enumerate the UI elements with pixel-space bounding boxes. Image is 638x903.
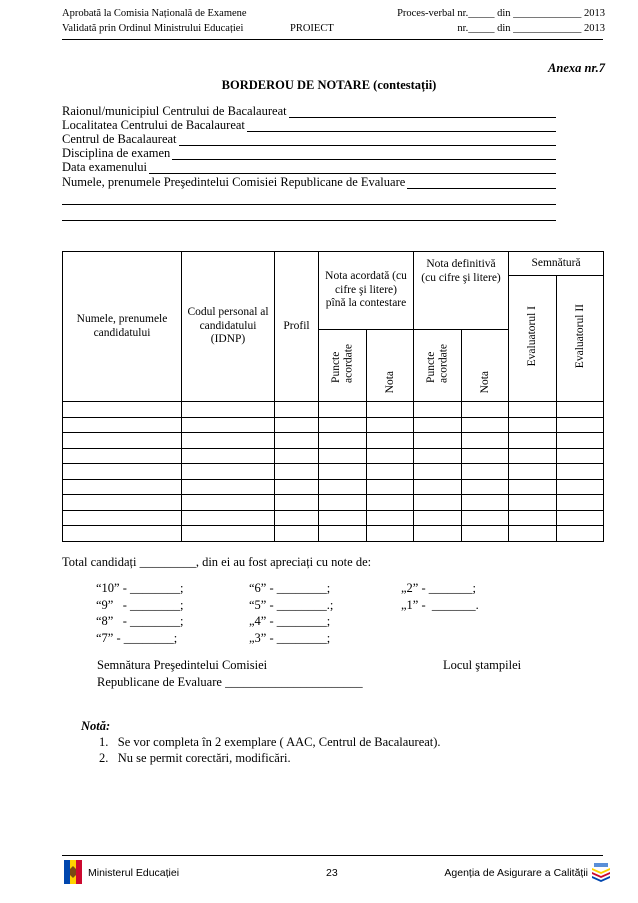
table-cell bbox=[462, 402, 509, 418]
table-cell bbox=[319, 464, 367, 480]
col-header-final-grade: Nota definitivă (cu cifre şi litere) bbox=[414, 252, 509, 330]
table-row bbox=[63, 433, 604, 449]
page-title: BORDEROU DE NOTARE (contestații) bbox=[221, 78, 437, 92]
footer-page-number: 23 bbox=[326, 867, 338, 879]
table-row bbox=[63, 495, 604, 511]
table-cell bbox=[367, 479, 414, 495]
table-cell bbox=[63, 495, 182, 511]
note-text: Nu se permit corectări, modificări. bbox=[117, 751, 291, 765]
table-cell bbox=[275, 402, 319, 418]
field-label: Numele, prenumele Preşedintelui Comisiei Republicane de Evaluare bbox=[62, 175, 406, 189]
table-cell bbox=[557, 526, 604, 542]
subheader-grade bbox=[462, 330, 509, 402]
col-header-evaluator-2 bbox=[557, 276, 604, 402]
table-cell bbox=[509, 402, 557, 418]
grade-label: Nota bbox=[383, 371, 396, 394]
table-cell bbox=[182, 433, 275, 449]
table-cell bbox=[414, 526, 462, 542]
table-cell bbox=[319, 417, 367, 433]
field-label: Raionul/municipiul Centrului de Bacalaureat bbox=[62, 104, 287, 118]
table-cell bbox=[367, 495, 414, 511]
col-header-name: Numele, prenumele candidatului bbox=[63, 252, 182, 402]
note-item: 2. Nu se permit corectări, modificări. bbox=[99, 751, 291, 765]
table-cell bbox=[275, 448, 319, 464]
table-cell bbox=[509, 479, 557, 495]
field-blank-rule bbox=[62, 204, 556, 205]
table-cell bbox=[509, 526, 557, 542]
table-cell bbox=[63, 526, 182, 542]
table-cell bbox=[367, 526, 414, 542]
note-item: 1. Se vor completa în 2 exemplare ( AAC, Centrul de Bacalaureat). bbox=[99, 735, 441, 749]
signature-label: Semnătura Preşedintelui Comisiei bbox=[97, 658, 268, 672]
grade-label: Nota bbox=[478, 371, 491, 394]
table-cell bbox=[509, 448, 557, 464]
col-header-code: Codul personal al candidatului (IDNP) bbox=[182, 252, 275, 402]
subheader-grade bbox=[367, 330, 414, 402]
table-cell bbox=[509, 510, 557, 526]
table-cell bbox=[557, 433, 604, 449]
table-cell bbox=[414, 479, 462, 495]
points-label: Puncte acordate bbox=[330, 343, 355, 383]
table-cell bbox=[367, 510, 414, 526]
table-cell bbox=[319, 495, 367, 511]
table-cell bbox=[319, 402, 367, 418]
table-cell bbox=[462, 526, 509, 542]
table-row bbox=[63, 464, 604, 480]
field-locality bbox=[62, 118, 247, 132]
field-exam-date bbox=[62, 160, 149, 174]
table-cell bbox=[414, 433, 462, 449]
table-cell bbox=[509, 417, 557, 433]
total-candidates-line: Total candidați _________, din ei au fost apreciați cu note de: bbox=[62, 555, 372, 569]
table-cell bbox=[319, 433, 367, 449]
col-header-evaluator-1 bbox=[509, 276, 557, 402]
table-cell bbox=[557, 417, 604, 433]
table-cell bbox=[182, 479, 275, 495]
table-cell bbox=[367, 402, 414, 418]
table-cell bbox=[319, 479, 367, 495]
table-cell bbox=[182, 526, 275, 542]
table-row bbox=[63, 417, 604, 433]
table-cell bbox=[414, 495, 462, 511]
table-row bbox=[63, 526, 604, 542]
table-cell bbox=[63, 402, 182, 418]
table-cell bbox=[275, 479, 319, 495]
field-center bbox=[62, 132, 179, 146]
header-right-line-2: nr._____ din _____________ 2013 bbox=[457, 23, 605, 34]
table-body bbox=[63, 402, 604, 542]
table-cell bbox=[462, 464, 509, 480]
table-cell bbox=[462, 433, 509, 449]
footer-divider bbox=[62, 855, 603, 856]
table-cell bbox=[414, 510, 462, 526]
field-label: Disciplina de examen bbox=[62, 146, 171, 160]
table-cell bbox=[557, 510, 604, 526]
table-cell bbox=[414, 402, 462, 418]
table-cell bbox=[63, 433, 182, 449]
subheader-points bbox=[319, 330, 367, 402]
table-cell bbox=[63, 448, 182, 464]
field-label: Data examenului bbox=[62, 160, 148, 174]
table-cell bbox=[275, 526, 319, 542]
table-row bbox=[63, 402, 604, 418]
field-label: Centrul de Bacalaureat bbox=[62, 132, 177, 146]
evaluator-1-label: Evaluatorul I bbox=[526, 306, 539, 367]
table-cell bbox=[367, 433, 414, 449]
note-title: Notă: bbox=[81, 719, 111, 733]
grading-table bbox=[62, 251, 604, 542]
header-right-line-1: Proces-verbal nr._____ din _____________ 2013 bbox=[397, 8, 605, 19]
table-cell bbox=[462, 417, 509, 433]
subheader-points bbox=[414, 330, 462, 402]
footer-agency: Agenția de Asigurare a Calității bbox=[444, 867, 588, 879]
header-draft-label: PROIECT bbox=[290, 23, 334, 34]
table-cell bbox=[182, 510, 275, 526]
col-header-profile: Profil bbox=[275, 252, 319, 402]
table-cell bbox=[509, 433, 557, 449]
table-cell bbox=[182, 417, 275, 433]
table-cell bbox=[367, 448, 414, 464]
grades-column-low: „2” - _______; „1” - _______. bbox=[401, 581, 479, 612]
table-cell bbox=[509, 495, 557, 511]
note-text: Se vor completa în 2 exemplare ( AAC, Centrul de Bacalaureat). bbox=[117, 735, 441, 749]
grades-column-mid: “6” - ________; “5” - ________.; „4” - ________; „3” - ________; bbox=[249, 581, 334, 645]
table-cell bbox=[275, 464, 319, 480]
table-cell bbox=[462, 495, 509, 511]
evaluator-2-label: Evaluatorul II bbox=[573, 304, 586, 369]
table-cell bbox=[414, 464, 462, 480]
field-label: Localitatea Centrului de Bacalaureat bbox=[62, 118, 245, 132]
points-label: Puncte acordate bbox=[425, 343, 450, 383]
field-blank-rule bbox=[62, 220, 556, 221]
table-cell bbox=[63, 479, 182, 495]
stamp-label: Locul ştampilei bbox=[443, 658, 522, 672]
table-cell bbox=[557, 495, 604, 511]
table-cell bbox=[557, 448, 604, 464]
table-row bbox=[63, 510, 604, 526]
table-cell bbox=[462, 479, 509, 495]
table-cell bbox=[182, 448, 275, 464]
col-header-signature: Semnătură bbox=[509, 252, 604, 276]
table-cell bbox=[63, 417, 182, 433]
table-cell bbox=[414, 417, 462, 433]
header-left-line-1: Aprobată la Comisia Națională de Examene bbox=[62, 8, 247, 19]
table-cell bbox=[63, 510, 182, 526]
footer-ministry: Ministerul Educației bbox=[88, 867, 180, 879]
table-cell bbox=[275, 510, 319, 526]
table-cell bbox=[319, 510, 367, 526]
table-cell bbox=[63, 464, 182, 480]
table-cell bbox=[275, 495, 319, 511]
table-cell bbox=[462, 448, 509, 464]
field-district bbox=[62, 104, 289, 118]
table-cell bbox=[414, 448, 462, 464]
table-cell bbox=[275, 417, 319, 433]
table-cell bbox=[182, 402, 275, 418]
table-row bbox=[63, 479, 604, 495]
moldova-emblem-icon bbox=[64, 860, 82, 884]
table-cell bbox=[462, 510, 509, 526]
table-cell bbox=[182, 495, 275, 511]
table-row bbox=[63, 448, 604, 464]
table-cell bbox=[319, 526, 367, 542]
field-president-name bbox=[62, 175, 407, 189]
table-cell bbox=[182, 464, 275, 480]
table-cell bbox=[319, 448, 367, 464]
table-cell bbox=[557, 479, 604, 495]
header-divider bbox=[62, 39, 603, 40]
table-cell bbox=[509, 464, 557, 480]
signature-field: Republicane de Evaluare ______________________ bbox=[97, 675, 363, 689]
table-cell bbox=[367, 464, 414, 480]
table-cell bbox=[367, 417, 414, 433]
table-cell bbox=[557, 402, 604, 418]
table-cell bbox=[557, 464, 604, 480]
field-discipline bbox=[62, 146, 172, 160]
annex-label: Anexa nr.7 bbox=[548, 61, 605, 75]
header-left-line-2: Validată prin Ordinul Ministrului Educației bbox=[62, 23, 244, 34]
table-cell bbox=[275, 433, 319, 449]
grades-column-high: “10” - ________; “9” - ________; “8” - ________; “7” - ________; bbox=[96, 581, 184, 645]
col-header-contest-grade: Nota acordată (cu cifre şi litere) pînă la contestare bbox=[319, 252, 414, 330]
agency-logo-icon bbox=[590, 862, 612, 882]
